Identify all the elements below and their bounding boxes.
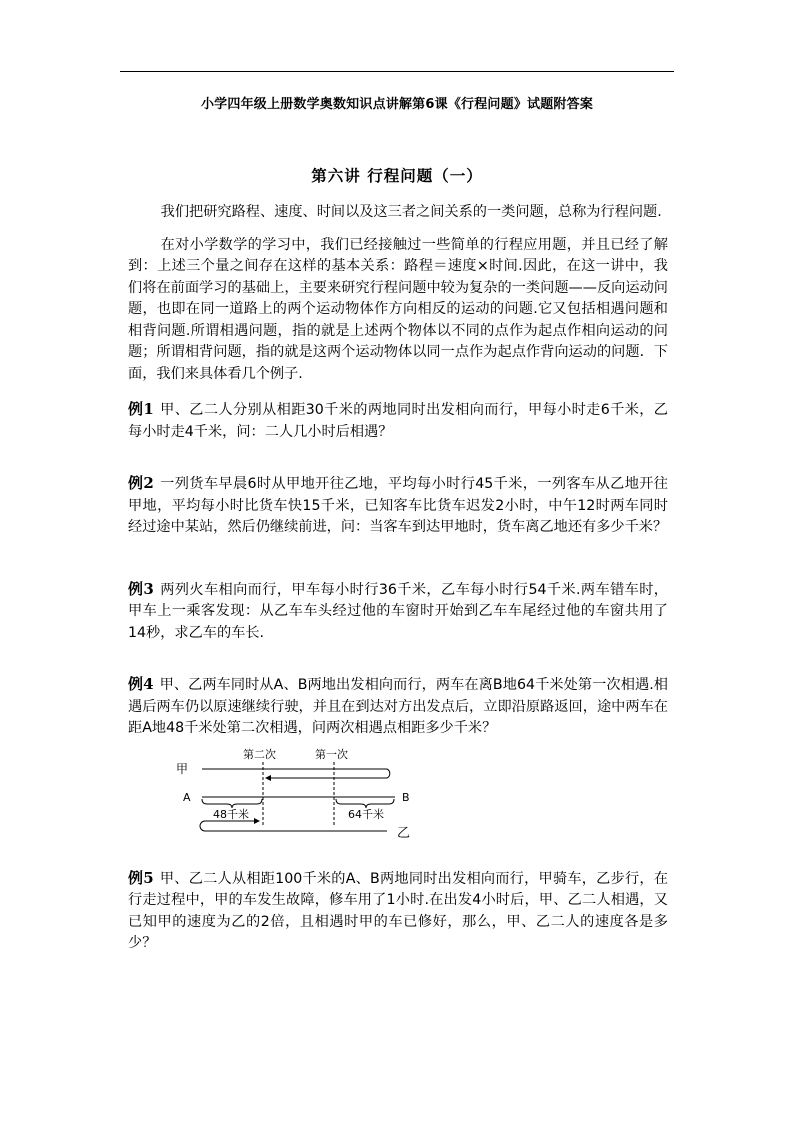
label-second-meet: 第二次 [243,747,276,761]
example-5 [128,868,668,955]
lecture-title: 第六讲 行程问题（一） [311,167,483,185]
meeting-diagram [165,744,425,844]
example-label: 例3 [128,579,154,598]
example-label: 例2 [128,474,154,492]
intro-paragraph: 我们把研究路程、速度、时间以及这三者之间关系的一类问题，总称为行程问题. [160,204,662,220]
example-label: 例4 [128,675,154,693]
label-dist-a: 48千米 [213,807,249,821]
example-2 [128,473,668,539]
brace-48 [202,799,262,808]
example-1 [128,399,668,443]
example-text: 一列货车早晨6时从甲地开往乙地，平均每小时行45千米，一列客车从乙地开往甲地，平均每小时比货车快15千米，已知客车比货车迟发2小时，中午12时两车同时经过途中某站，然后仍继续前进，问：当客车到达甲地时，货车离乙地还有多少千米？ [128,476,668,535]
example-label: 例1 [128,400,154,418]
brace-64 [336,799,394,808]
label-yi: 乙 [397,825,411,841]
example-text: 甲、乙二人从相距100千米的A、B两地同时出发相向而行，甲骑车，乙步行，在行走过程中，甲的车发生故障，修车用了1小时.在出发4小时后，甲、乙二人相遇，又已知甲的速度为乙的2倍，且相遇时甲的车已修好，那么，甲、乙二人的速度各是多少？ [128,870,669,951]
example-text: 两列火车相向而行，甲车每小时行36千米，乙车每小时行54千米.两车错车时，甲车上一乘客发现：从乙车车头经过他的车窗时开始到乙车车尾经过他的车窗共用了14秒，求乙车的车长. [128,581,668,641]
document-title: 小学四年级上册数学奥数知识点讲解第6课《行程问题》试题附答案 [200,97,594,112]
example-text: 甲、乙二人分别从相距30千米的两地同时出发相向而行，甲每小时走6千米，乙每小时走4千米，问：二人几小时后相遇？ [128,402,668,440]
example-3 [128,579,668,645]
yi-route [200,821,387,831]
example-label: 例5 [128,868,154,887]
label-b: B [402,790,410,804]
label-jia: 甲 [176,761,189,776]
label-first-meet: 第一次 [315,747,348,761]
header-rule [120,71,674,72]
jia-route [202,769,390,778]
example-text: 甲、乙两车同时从A、B两地出发相向而行，两车在离B地64千米处第一次相遇.相遇后两车仍以原速继续行驶，并且在到达对方出发点后，立即沿原路返回，途中两车在距A地48千米处第二次相遇，问两次相遇点相距多少千米？ [128,677,668,736]
label-dist-b: 64千米 [348,807,384,821]
intro-paragraph: 在对小学数学的学习中，我们已经接触过一些简单的行程应用题，并且已经了解到：上述三个量之间存在这样的基本关系：路程＝速度×时间.因此，在这一讲中，我们将在前面学习的基础上，主要来研究行程问题中较为复杂的一类问题——反向运动问题，也即在同一道路上的两个运动物体作方向相反的运动的问题.它又包括相遇问题和相背问题.所谓相遇问题，指的就是上述两个物体以不同的点作为起点作相向运动的问题；所谓相背问题，指的就是这两个运动物体以同一点作为起点作背向运动的问题．下面，我们来具体看几个例子. [128,236,668,382]
label-a: A [183,790,191,804]
example-4 [128,674,668,740]
